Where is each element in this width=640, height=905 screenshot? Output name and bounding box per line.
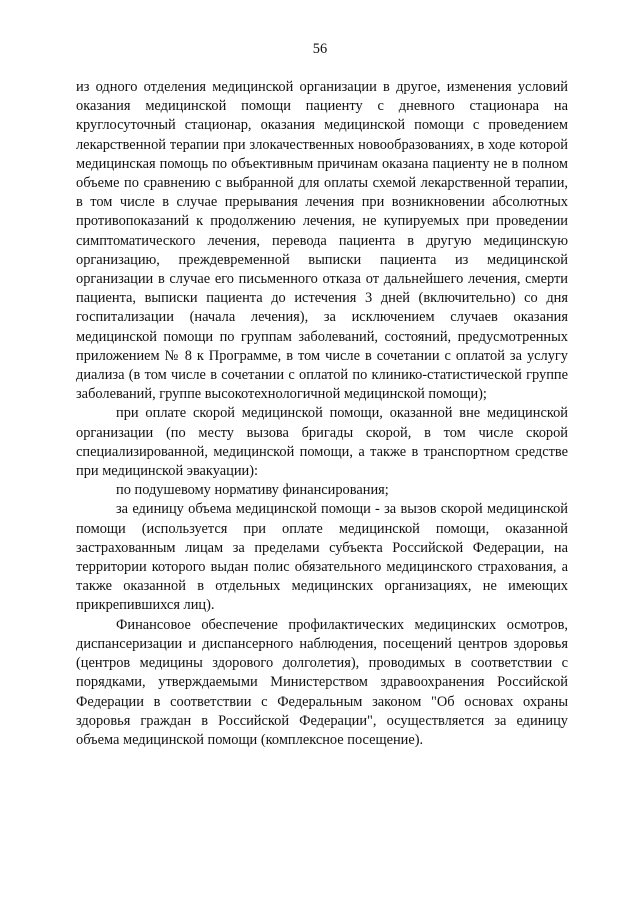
paragraph-3: по подушевому нормативу финансирования; — [116, 482, 389, 499]
page-number: 56 — [312, 41, 328, 57]
paragraph-4: за единицу объема медицинской помощи - за вызов скорой медицинской помощи (используется при оплате медицинской помощи, оказанной застрахованным лицам за пределами субъекта Российской Федерации, на территории которого выдан полис обязательного медицинского страхования, а также оказанной в отдельных медицинских организациях, не имеющих прикрепившихся лиц). — [76, 501, 568, 614]
paragraph-1: из одного отделения медицинской организации в другое, изменения условий оказания медицинской помощи пациенту с дневного стационара на круглосуточный стационар, оказания медицинской помощи с проведением лекарственной терапии при злокачественных новообразованиях, в ходе которой медицинская помощь по объективным причинам оказана пациенту не в полном объеме по сравнению с выбранной для оплаты схемой лекарственной терапии, в том числе в случае прерывания лечения при возникновении абсолютных противопоказаний к продолжению лечения, не купируемых при проведении симптоматического лечения, перевода пациента в другую медицинскую организацию, преждевременной выписки пациента из медицинской организации в случае его письменного отказа от дальнейшего лечения, смерти пациента, выписки пациента до истечения 3 дней (включительно) со дня госпитализации (начала лечения), за исключением случаев оказания медицинской помощи по группам заболеваний, состояний, предусмотренных приложением № 8 к Программе, в том числе в сочетании с оплатой за услугу диализа (в том числе в сочетании с оплатой по клинико-статистической группе заболеваний, группе высокотехнологичной медицинской помощи); — [76, 79, 568, 403]
paragraph-2: при оплате скорой медицинской помощи, оказанной вне медицинской организации (по месту вызова бригады скорой, в том числе скорой специализированной, медицинской помощи, а также в транспортном средстве при медицинской эвакуации): — [76, 405, 568, 480]
document-body — [76, 78, 568, 750]
paragraph-5: Финансовое обеспечение профилактических медицинских осмотров, диспансеризации и диспансерного наблюдения, посещений центров здоровья (центров медицины здорового долголетия), проводимых в соответствии с порядками, утверждаемыми Министерством здравоохранения Российской Федерации в соответствии с Федеральным законом "Об основах охраны здоровья граждан в Российской Федерации", осуществляется за единицу объема медицинской помощи (комплексное посещение). — [76, 616, 568, 748]
